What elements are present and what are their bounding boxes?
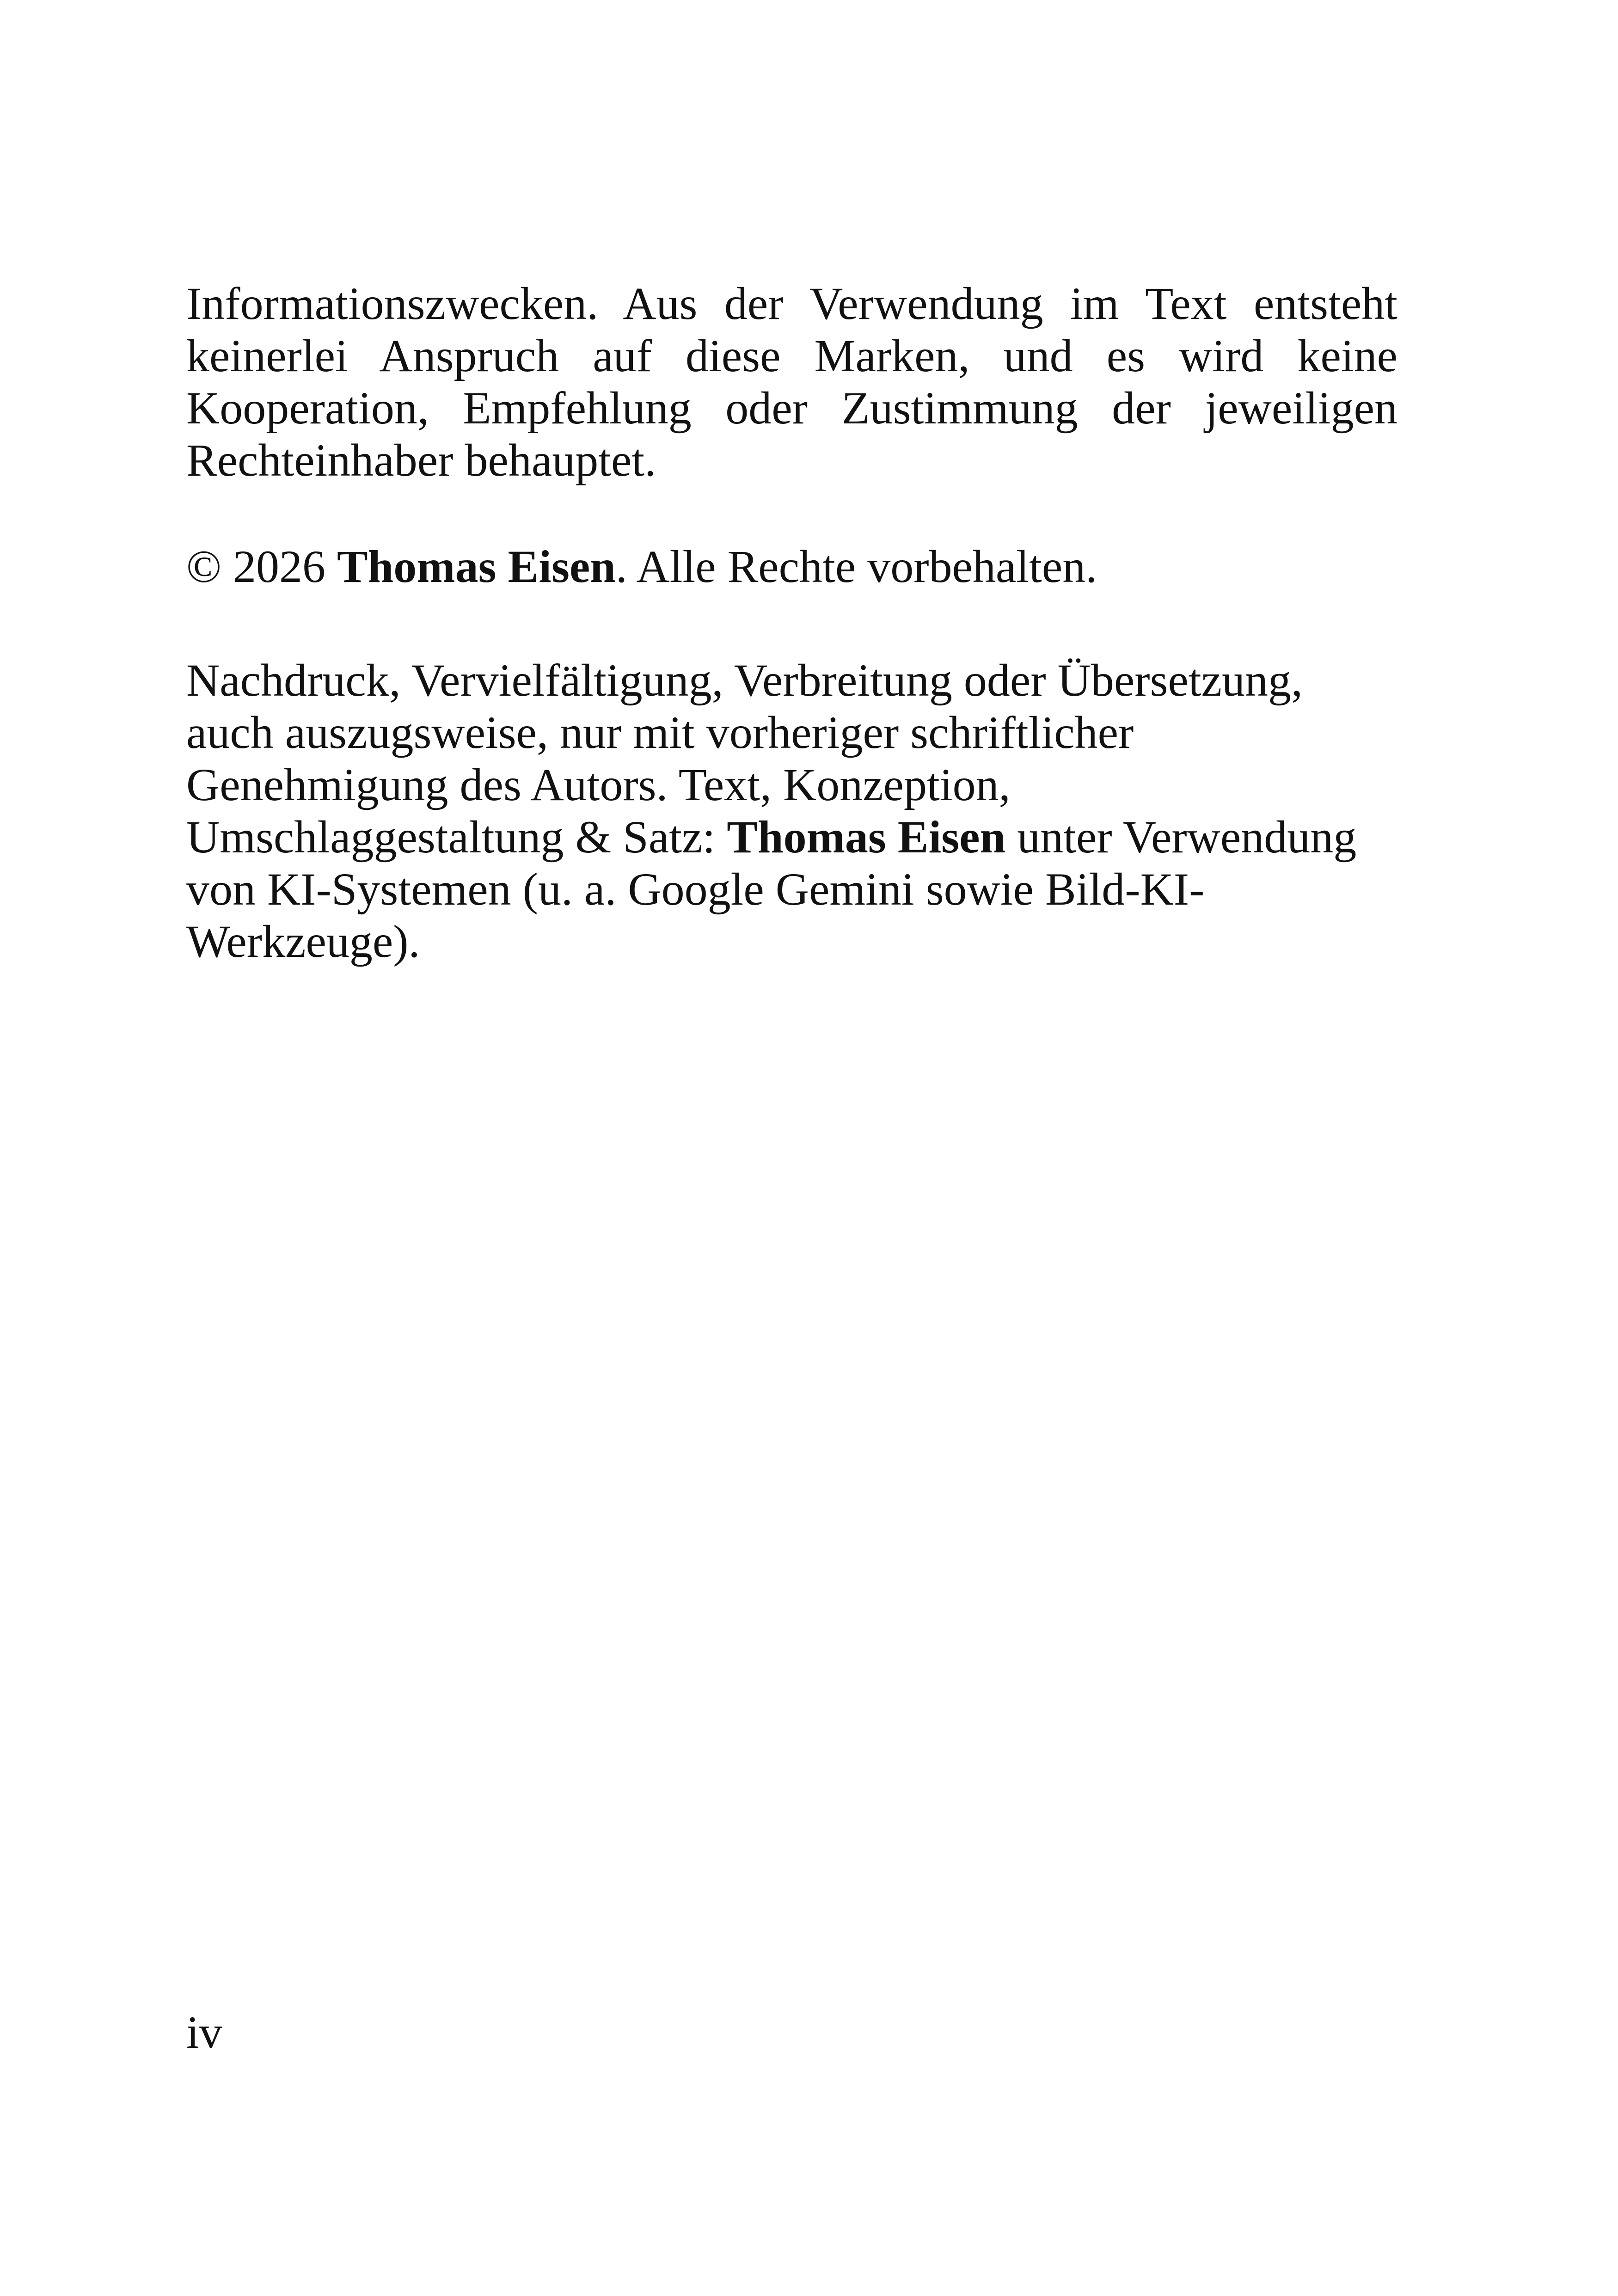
reproduction-author: Thomas Eisen (727, 811, 1006, 863)
reproduction-line-4-suffix: unter Verwendung (1005, 811, 1357, 863)
reproduction-line-1: Nachdruck, Vervielfältigung, Verbreitung oder Übersetzung, (186, 655, 1303, 706)
trademark-notice-paragraph: Informationszwecken. Aus der Verwendung im Text entsteht keinerlei Anspruch auf diese Marken, und es wird keine Kooperation, Empfehlung oder Zustimmung der jeweiligen Rechteinhaber behauptet. (186, 278, 1397, 486)
reproduction-line-2: auch auszugsweise, nur mit vorheriger schriftlicher (186, 707, 1134, 758)
copyright-author: Thomas Eisen (337, 541, 616, 592)
copyright-prefix: © 2026 (186, 541, 337, 592)
reproduction-line-4-prefix: Umschlaggestaltung & Satz: (186, 811, 727, 863)
copyright-line (186, 540, 1397, 593)
copyright-suffix: . Alle Rechte vorbehalten. (615, 541, 1097, 592)
reproduction-line-4 (186, 811, 1397, 863)
reproduction-line-5: von KI-Systemen (u. a. Google Gemini sowie Bild-KI- (186, 863, 1205, 915)
reproduction-notice-paragraph (186, 654, 1397, 967)
page-number: iv (186, 2007, 222, 2058)
reproduction-line-6: Werkzeuge). (186, 916, 420, 967)
reproduction-line-3: Genehmigung des Autors. Text, Konzeption, (186, 759, 1011, 810)
